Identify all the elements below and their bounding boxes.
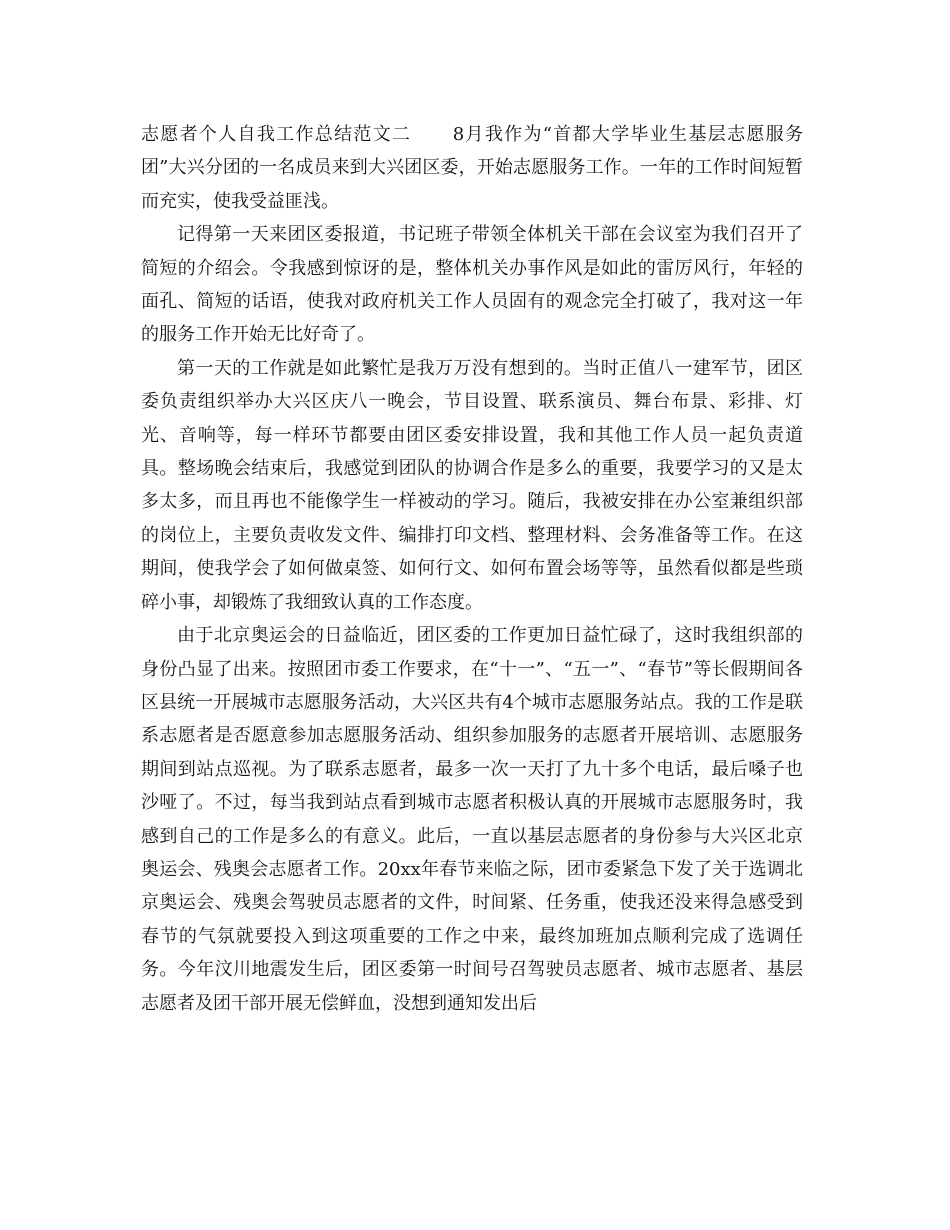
document-title: 志愿者个人自我工作总结范文二 xyxy=(141,124,412,145)
paragraph-3: 第一天的工作就是如此繁忙是我万万没有想到的。当时正值八一建军节，团区委负责组织举办大兴区庆八一晚会，节目设置、联系演员、舞台布景、彩排、灯光、音响等，每一样环节都要由团区委安排设置，我和其他工作人员一起负责道具。整场晚会结束后，我感觉到团队的协调合作是多么的重要，我要学习的又是太多太多，而且再也不能像学生一样被动的学习。随后，我被安排在办公室兼组织部的岗位上，主要负责收发文件、编排打印文档、整理材料、会务准备等工作。在这期间，使我学会了如何做桌签、如何行文、如何布置会场等等，虽然看似都是些琐碎小事，却锻炼了我细致认真的工作态度。 xyxy=(141,357,803,613)
paragraph-1-text: 8月我作为“首都大学毕业生基层志愿服务团”大兴分团的一名成员来到大兴团区委，开始志愿服务工作。一年的工作时间短暂而充实，使我受益匪浅。 xyxy=(141,124,804,212)
document-page xyxy=(141,118,803,1020)
paragraph-intro xyxy=(141,118,803,218)
paragraph-4: 由于北京奥运会的日益临近，团区委的工作更加日益忙碌了，这时我组织部的身份凸显了出来。按照团市委工作要求，在“十一”、“五一”、“春节”等长假期间各区县统一开展城市志愿服务活动，大兴区共有4个城市志愿服务站点。我的工作是联系志愿者是否愿意参加志愿服务活动、组织参加服务的志愿者开展培训、志愿服务期间到站点巡视。为了联系志愿者，最多一次一天打了九十多个电话，最后嗓子也沙哑了。不过，每当我到站点看到城市志愿者积极认真的开展城市志愿服务时，我感到自己的工作是多么的有意义。此后，一直以基层志愿者的身份参与大兴区北京奥运会、残奥会志愿者工作。20xx年春节来临之际，团市委紧急下发了关于选调北京奥运会、残奥会驾驶员志愿者的文件，时间紧、任务重，使我还没来得急感受到春节的气氛就要投入到这项重要的工作之中来，最终加班加点顺利完成了选调任务。今年汶川地震发生后，团区委第一时间号召驾驶员志愿者、城市志愿者、基层志愿者及团干部开展无偿鲜血，没想到通知发出后 xyxy=(141,625,803,1014)
paragraph-2: 记得第一天来团区委报道，书记班子带领全体机关干部在会议室为我们召开了简短的介绍会。令我感到惊讶的是，整体机关办事作风是如此的雷厉风行，年轻的面孔、简短的话语，使我对政府机关工作人员固有的观念完全打破了，我对这一年的服务工作开始无比好奇了。 xyxy=(141,224,803,346)
